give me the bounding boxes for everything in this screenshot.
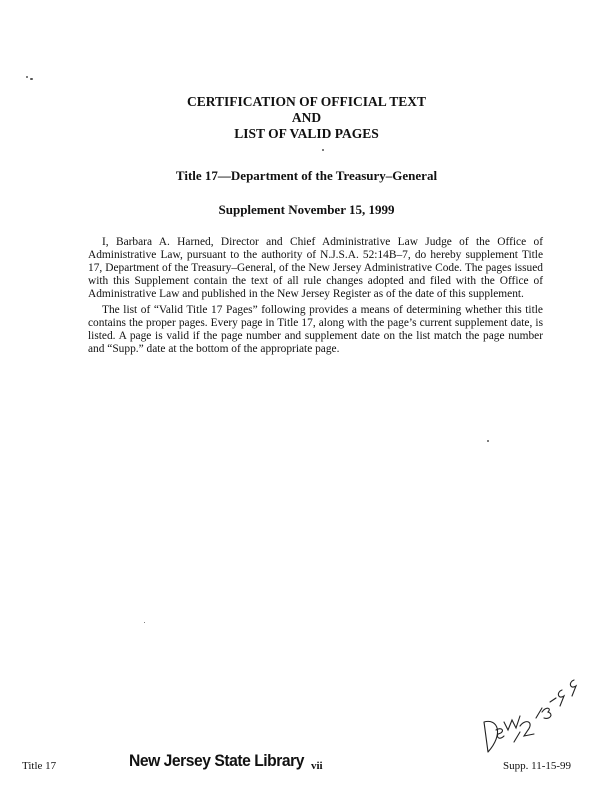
scan-speck xyxy=(26,76,28,78)
scan-speck xyxy=(322,149,324,151)
certification-paragraph: I, Barbara A. Harned, Director and Chief Administrative Law Judge of the Office of Administrative Law, pursuant to the authority of N.J.S.A. 52:14B–7, do hereby supplement Title 17, Department of the Treasury–General, of the New Jersey Administrative Code. The pages issued with this Supplement contain the text of all rule changes adopted and filed with the Office of Administrative Law and published in the New Jersey Register as of the date of this supplement. xyxy=(88,236,543,300)
certification-title-line-1: CERTIFICATION OF OFFICIAL TEXT xyxy=(187,94,426,109)
scan-speck xyxy=(487,440,489,442)
title-subheading: Title 17—Department of the Treasury–General xyxy=(175,168,438,183)
scan-speck xyxy=(144,622,145,623)
page-number: vii xyxy=(311,760,323,772)
supplement-date: Supplement November 15, 1999 xyxy=(218,202,395,217)
footer-supplement-label: Supp. 11-15-99 xyxy=(503,760,572,772)
certification-title-line-3: LIST OF VALID PAGES xyxy=(234,126,379,141)
certification-title-line-2: AND xyxy=(291,110,322,125)
scan-speck xyxy=(30,78,33,80)
valid-pages-paragraph: The list of “Valid Title 17 Pages” following provides a means of determining whether this title contains the proper pages. Every page in Title 17, along with the page’s current supplement date, is listed. A page is valid if the page number and supplement date on the list match the page number and “Supp.” date at the bottom of the appropriate page. xyxy=(88,304,543,355)
footer-title-label: Title 17 xyxy=(22,760,57,772)
library-stamp: New Jersey State Library xyxy=(129,751,305,770)
handwritten-annotation xyxy=(480,660,590,760)
